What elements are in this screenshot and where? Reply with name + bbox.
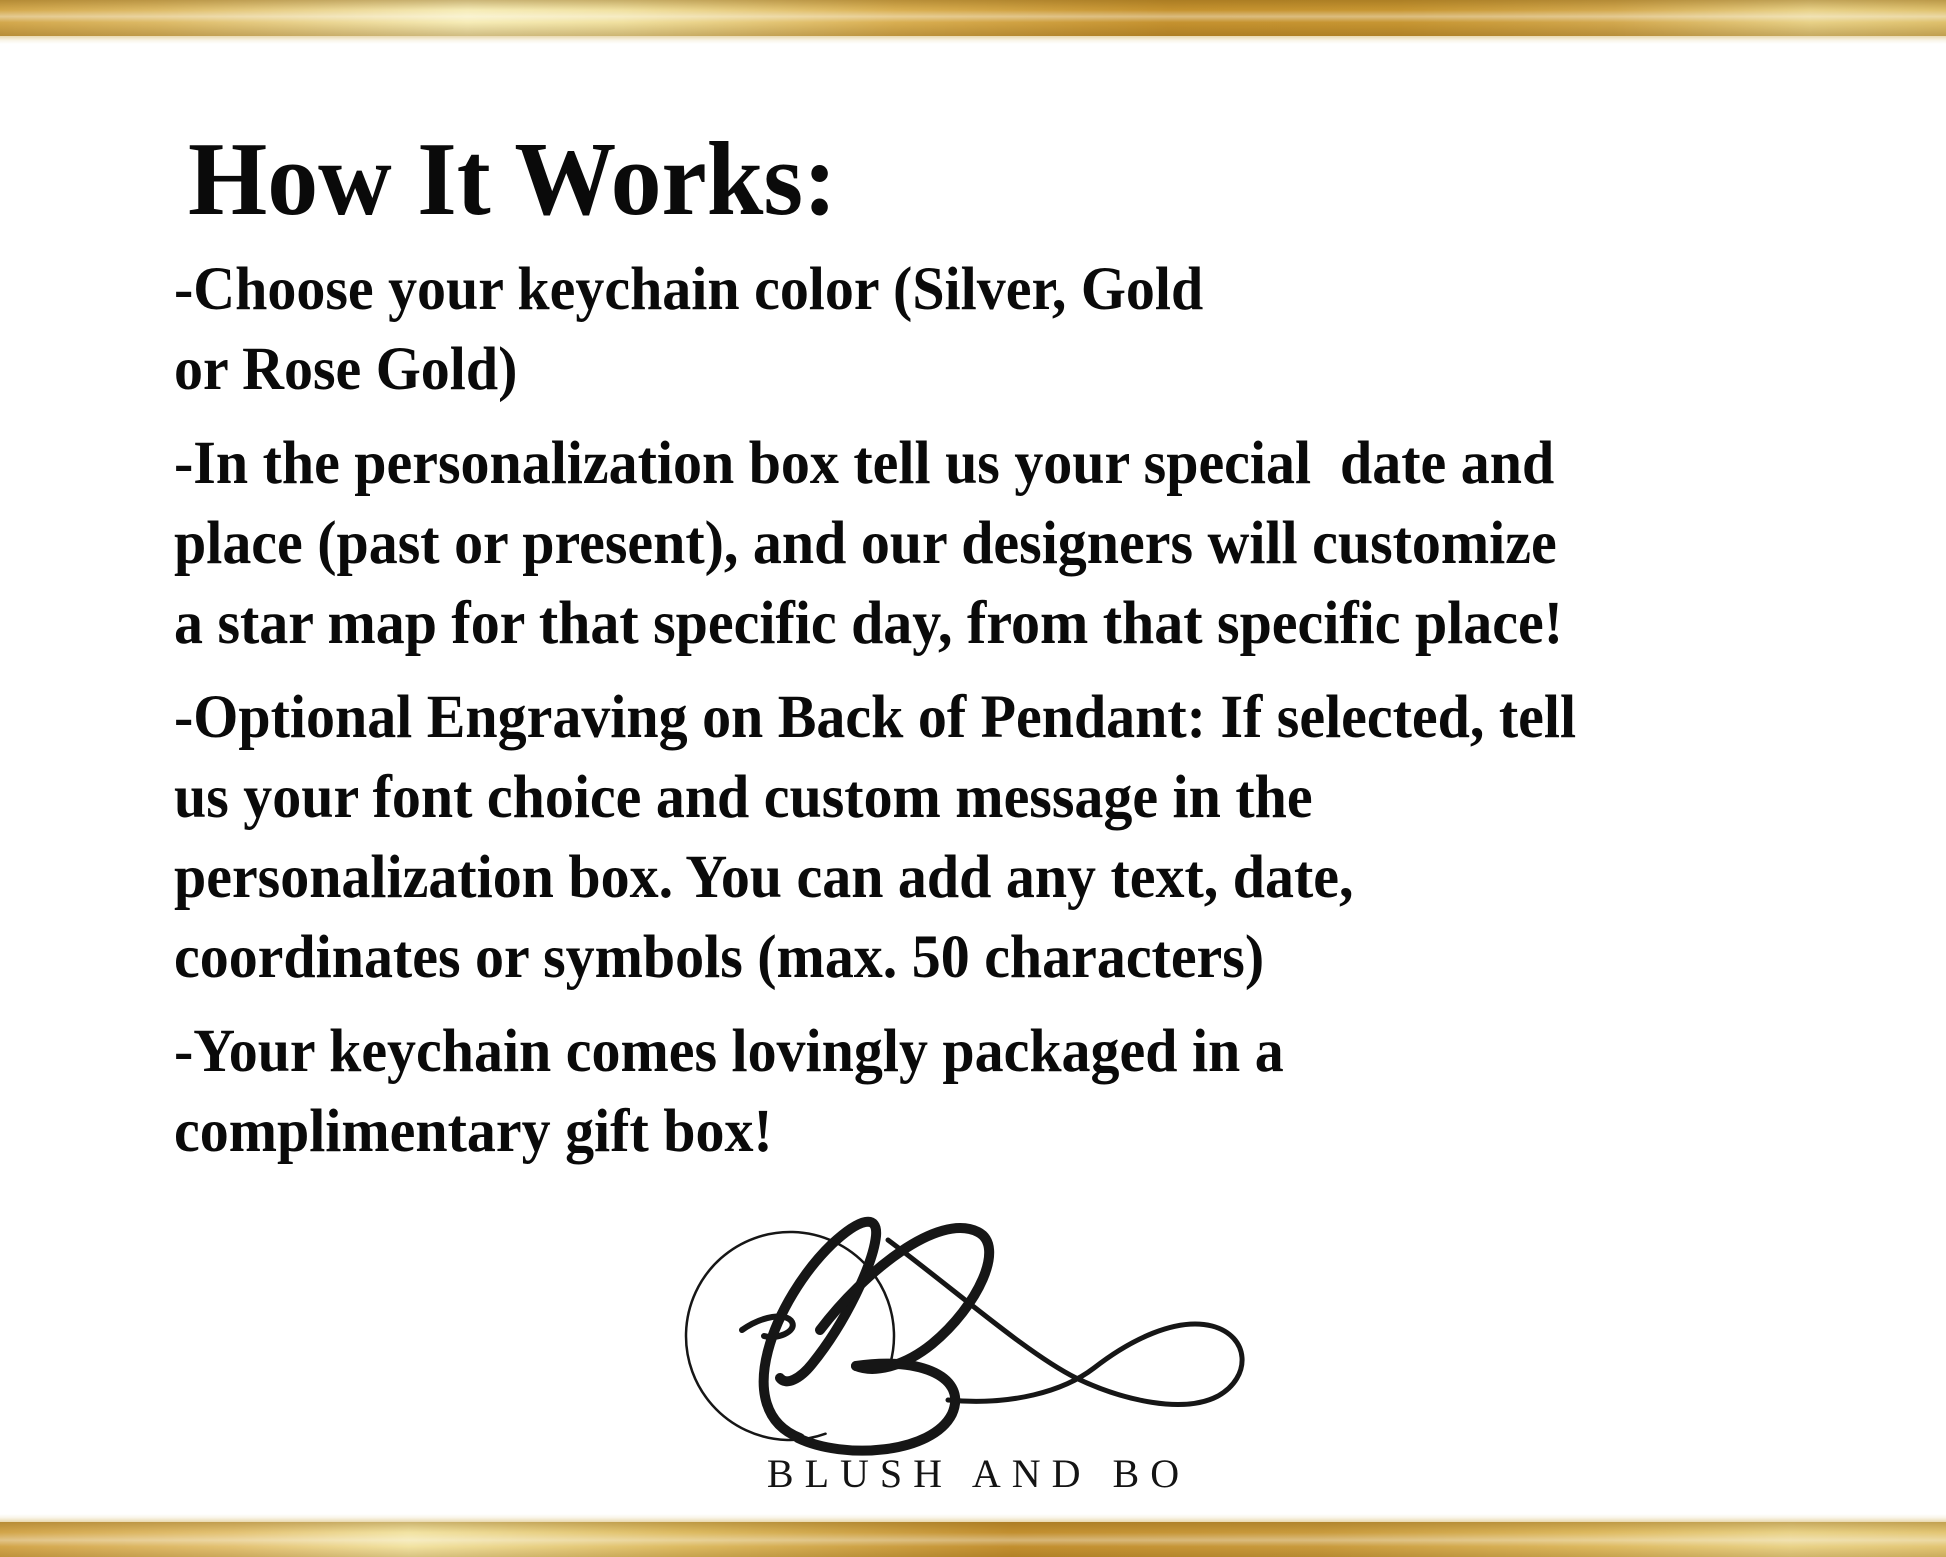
- gold-border-bottom: [0, 1522, 1946, 1557]
- instruction-line: us your font choice and custom message in the: [174, 764, 1313, 831]
- instruction-line: complimentary gift box!: [174, 1098, 773, 1165]
- instruction-line: or Rose Gold): [174, 336, 518, 403]
- instruction-line: -In the personalization box tell us your special date and: [174, 430, 1555, 497]
- script-b-infinity-flourish-icon: [680, 1198, 1280, 1458]
- instruction-line: personalization box. You can add any text, date,: [174, 844, 1354, 911]
- instruction-line: place (past or present), and our designers will customize: [174, 510, 1557, 577]
- gold-border-bottom-fade: [0, 1514, 1946, 1522]
- page-title: How It Works:: [188, 120, 837, 237]
- brand-wordmark: BLUSH AND BO: [766, 1451, 1191, 1496]
- gold-border-top-fade: [0, 36, 1946, 44]
- gold-border-top: [0, 0, 1946, 36]
- instruction-line: -Optional Engraving on Back of Pendant: If selected, tell: [174, 684, 1577, 751]
- instruction-line: coordinates or symbols (max. 50 characters): [174, 924, 1265, 991]
- instructions: [174, 250, 1576, 1172]
- instruction-line: -Choose your keychain color (Silver, Gold: [174, 256, 1204, 323]
- instruction-line: -Your keychain comes lovingly packaged in a: [174, 1018, 1284, 1085]
- instruction-line: a star map for that specific day, from that specific place!: [174, 590, 1563, 657]
